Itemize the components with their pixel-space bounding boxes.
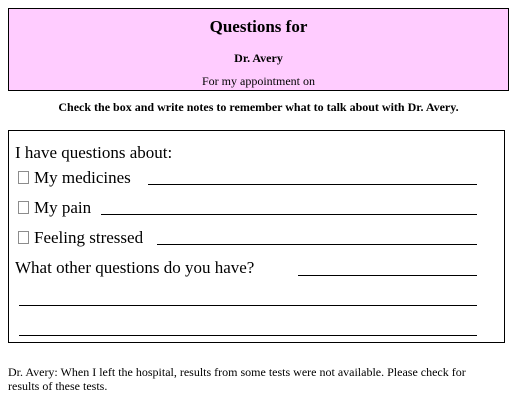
questions-box [8, 130, 505, 343]
stress-checkbox[interactable] [18, 231, 29, 244]
questions-intro: I have questions about: [15, 143, 173, 162]
doctor-note: Dr. Avery: When I left the hospital, results from some tests were not available. Please check for results of these tests. [8, 365, 466, 393]
medicines-label: My medicines [34, 168, 131, 187]
other-questions-label: What other questions do you have? [15, 258, 255, 277]
notes-line-1[interactable] [19, 305, 477, 306]
pain-checkbox[interactable] [18, 201, 29, 214]
page-title: Questions for [209, 17, 308, 36]
medicines-checkbox[interactable] [18, 171, 29, 184]
header-box [8, 8, 509, 91]
stress-notes-line[interactable] [157, 244, 477, 245]
instructions-text: Check the box and write notes to remember what to talk about with Dr. Avery. [58, 100, 459, 114]
medicines-notes-line[interactable] [148, 184, 477, 185]
appointment-label: For my appointment on [202, 74, 315, 88]
stress-label: Feeling stressed [34, 228, 144, 247]
notes-line-2[interactable] [19, 335, 477, 336]
other-questions-line[interactable] [298, 275, 477, 276]
doctor-name: Dr. Avery [234, 51, 283, 65]
pain-label: My pain [34, 198, 92, 217]
pain-notes-line[interactable] [101, 214, 477, 215]
